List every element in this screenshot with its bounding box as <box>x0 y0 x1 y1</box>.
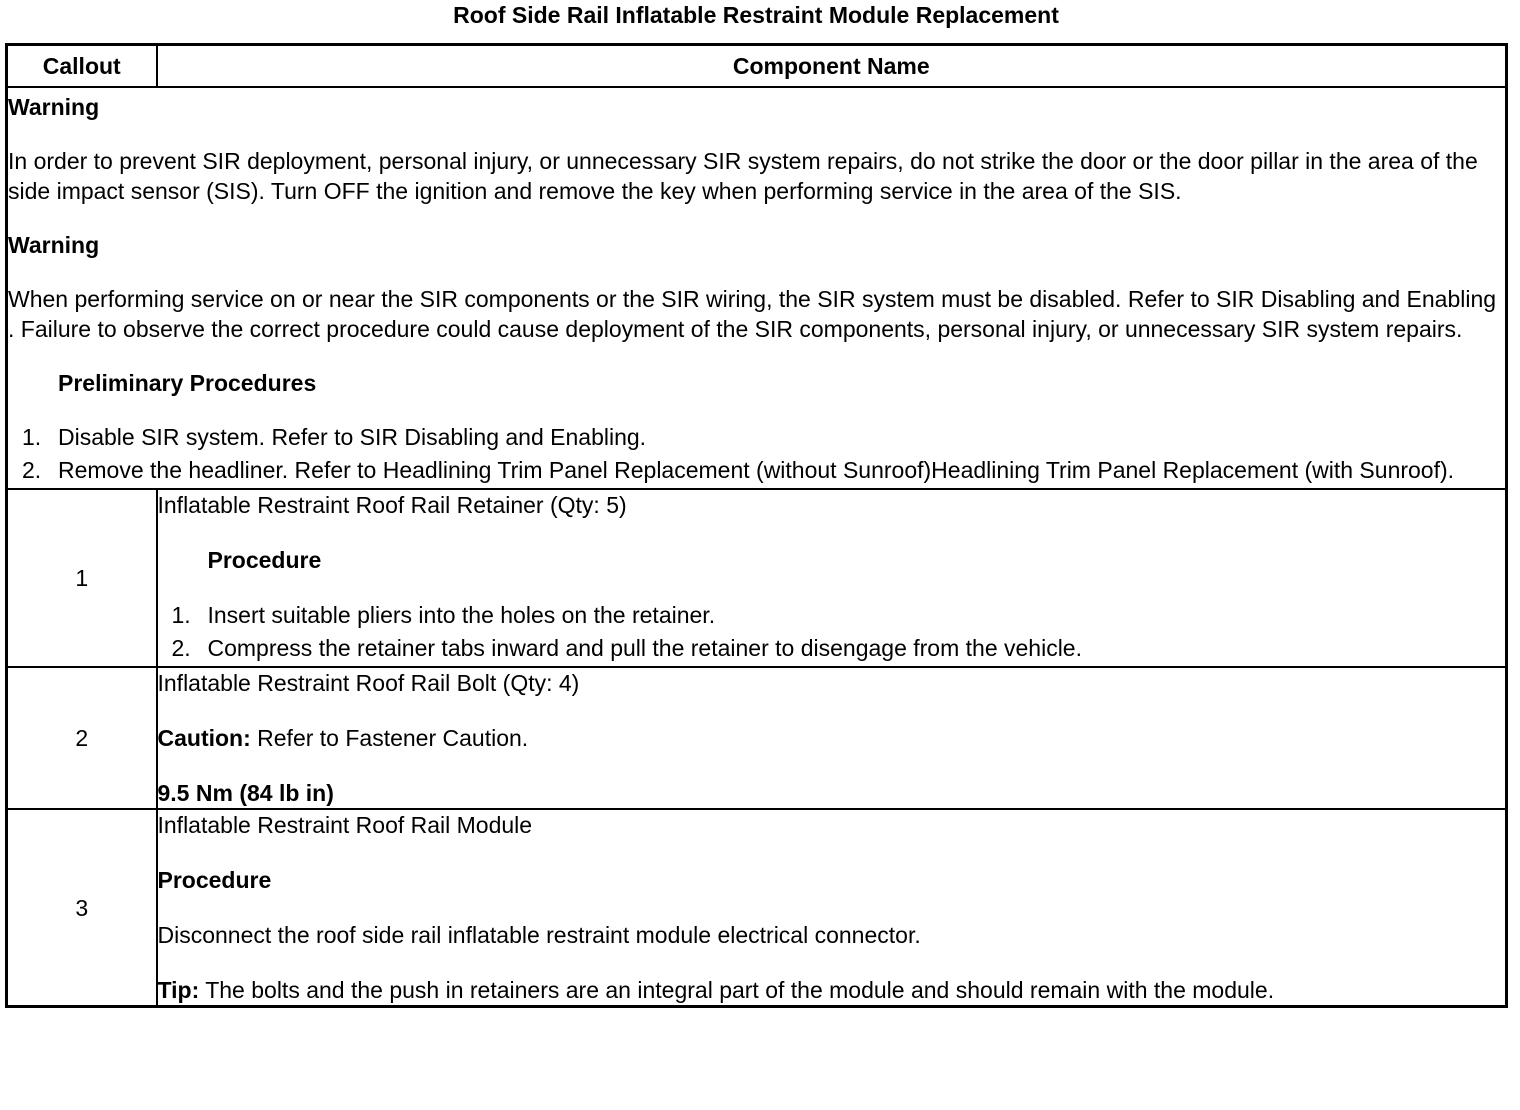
intro-row <box>7 87 1507 489</box>
warning-text: When performing service on or near the SIR components or the SIR wiring, the SIR system must be disabled. Refer to SIR Disabling and Enabling . Failure to observe the correct procedure could cause deployment of the SIR components, personal injury, or unnecessary SIR system repairs. <box>8 286 1497 342</box>
table-row <box>7 809 1507 1007</box>
callout-number: 2 <box>7 667 157 809</box>
procedure-instruction: Disconnect the roof side rail inflatable restraint module electrical connector. <box>157 922 921 948</box>
list-item <box>158 600 1506 630</box>
list-item <box>158 633 1506 663</box>
document-title: Roof Side Rail Inflatable Restraint Module Replacement <box>453 2 1059 28</box>
tip-text: The bolts and the push in retainers are an integral part of the module and should remain with the module. <box>199 977 1275 1003</box>
caution-text: Refer to Fastener Caution. <box>250 725 529 751</box>
component-table <box>5 43 1508 1008</box>
warning-heading: Warning <box>8 94 100 120</box>
warning-text: In order to prevent SIR deployment, personal injury, or unnecessary SIR system repairs, do not strike the door or the door pillar in the area of the side impact sensor (SIS). Turn OFF the ignition and remove the key when performing service in the area of the SIS. <box>8 148 1478 204</box>
component-name-column-header: Component Name <box>157 45 1507 88</box>
component-cell <box>157 667 1507 809</box>
tip-note <box>158 975 1506 1005</box>
warning-heading: Warning <box>8 232 100 258</box>
torque-spec: 9.5 Nm (84 lb in) <box>157 780 334 806</box>
component-cell <box>157 489 1507 667</box>
component-name: Inflatable Restraint Roof Rail Bolt (Qty: 4) <box>157 670 580 696</box>
callout-number: 3 <box>7 809 157 1007</box>
table-header-row <box>7 45 1507 88</box>
tip-label: Tip: <box>157 977 200 1003</box>
caution-label: Caution: <box>157 725 251 751</box>
step-number: 1. <box>171 602 191 628</box>
list-item <box>8 422 1505 452</box>
procedure-heading: Procedure <box>207 547 322 573</box>
callout-column-header: Callout <box>7 45 157 88</box>
component-name: Inflatable Restraint Roof Rail Module <box>157 812 533 838</box>
step-text: Disable SIR system. Refer to SIR Disabling and Enabling. <box>58 424 647 450</box>
step-text: Insert suitable pliers into the holes on the retainer. <box>207 602 716 628</box>
callout-number: 1 <box>7 489 157 667</box>
step-number: 1. <box>22 424 42 450</box>
caution-note <box>158 723 1506 753</box>
step-text: Remove the headliner. Refer to Headlining Trim Panel Replacement (without Sunroof)Headlining Trim Panel Replacement (with Sunroof). <box>58 457 1455 483</box>
preliminary-steps-list <box>8 422 1505 485</box>
procedure-heading: Procedure <box>157 867 272 893</box>
list-item <box>8 455 1505 485</box>
procedure-steps-list <box>158 600 1506 663</box>
table-row <box>7 489 1507 667</box>
intro-cell <box>7 87 1507 489</box>
step-text: Compress the retainer tabs inward and pull the retainer to disengage from the vehicle. <box>207 635 1082 661</box>
table-row <box>7 667 1507 809</box>
step-number: 2. <box>171 635 191 661</box>
preliminary-procedures-heading: Preliminary Procedures <box>58 370 317 396</box>
component-cell <box>157 809 1507 1007</box>
step-number: 2. <box>22 457 42 483</box>
component-name: Inflatable Restraint Roof Rail Retainer (Qty: 5) <box>157 492 627 518</box>
